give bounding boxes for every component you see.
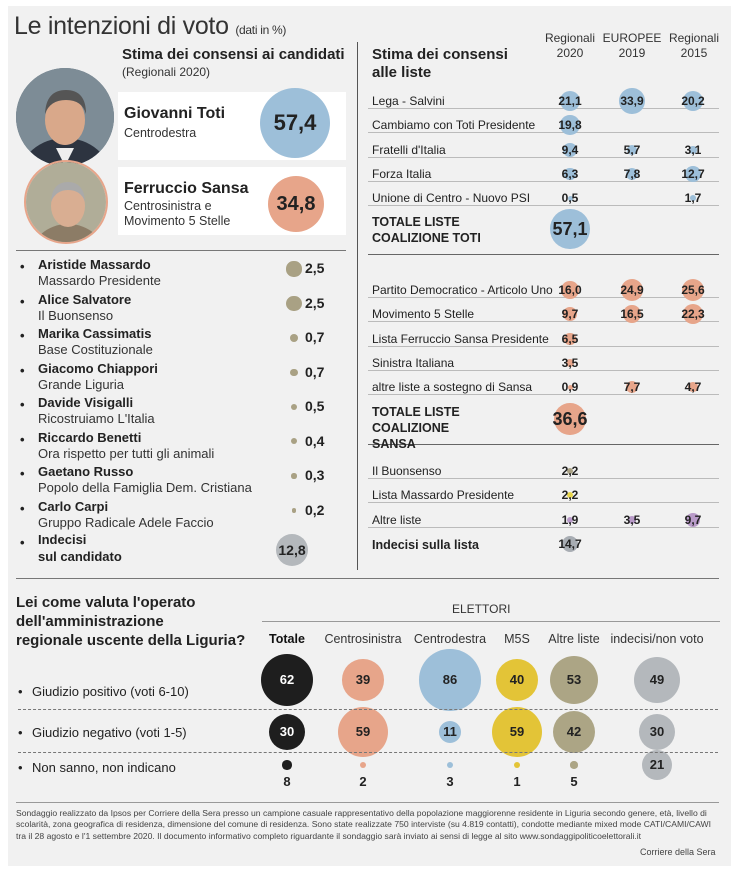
row-divider bbox=[368, 502, 719, 503]
rating-row-label: Giudizio negativo (voti 1-5) bbox=[32, 725, 187, 740]
bullet: • bbox=[20, 500, 25, 516]
rating-bubble bbox=[360, 762, 366, 768]
row-divider bbox=[368, 108, 719, 109]
rating-bubble bbox=[514, 762, 520, 768]
bullet: • bbox=[20, 259, 25, 274]
list-value: 20,2 bbox=[681, 94, 705, 108]
column-header: Centrodestra bbox=[413, 632, 487, 646]
list-value: 36,6 bbox=[552, 409, 588, 429]
list-value: 19,8 bbox=[558, 118, 582, 132]
row-divider bbox=[368, 394, 719, 395]
candidate-name: Ferruccio Sansa bbox=[124, 180, 249, 197]
candidates-subheading: (Regionali 2020) bbox=[122, 65, 211, 79]
minor-candidate-party: Grande Liguria bbox=[38, 376, 124, 392]
list-row-label: Partito Democratico - Articolo Uno bbox=[372, 283, 553, 297]
row-divider bbox=[368, 297, 719, 298]
list-value: 3,5 bbox=[623, 513, 641, 527]
minor-candidate-name: Riccardo Benetti bbox=[38, 429, 142, 445]
rating-value: 30 bbox=[649, 724, 665, 739]
column-header-regionali-2015 bbox=[664, 31, 724, 61]
rating-value: 39 bbox=[355, 672, 371, 687]
bullet: • bbox=[20, 362, 25, 378]
value-dot bbox=[286, 296, 301, 311]
lists-heading: alle liste bbox=[372, 64, 432, 81]
row-divider bbox=[368, 370, 719, 371]
row-divider bbox=[368, 181, 719, 182]
minor-candidate-name: Davide Visigalli bbox=[38, 395, 134, 410]
candidate-party: Centrosinistra e Movimento 5 Stelle bbox=[124, 199, 231, 228]
page-title bbox=[14, 12, 286, 41]
minor-candidate-value: 2,5 bbox=[305, 260, 325, 276]
rating-value: 1 bbox=[513, 774, 521, 789]
row-separator bbox=[18, 709, 718, 710]
minor-candidate-value: 0,5 bbox=[305, 398, 325, 414]
bullet: • bbox=[20, 328, 25, 343]
rating-value: 59 bbox=[355, 724, 371, 739]
lists-heading: Stima dei consensi bbox=[372, 46, 508, 63]
list-value: 9,7 bbox=[561, 307, 579, 321]
bullet: • bbox=[20, 535, 25, 550]
list-value: 6,3 bbox=[561, 167, 579, 181]
methodology-note: Sondaggio realizzato da Ipsos per Corriere della Sera presso un campione casuale rappresentativo della popolazione maggiorenne residente in Liguria secondo genere, età, livello di scolarità, zona geografica di residenza, dimensione del comune di residenza. Sono state realizzate 750 interviste (su 4.819 contatti), condotte mediante mixed mode CATI/CAMI/CAWI tra il 28 agosto e l'1 settembre 2020. Il documento informativo completo riguardante il sondaggio sarà inviato ai sensi di legge al sito www.sondaggipoliticoelettorali.it bbox=[16, 808, 712, 841]
sansa-value-bubble bbox=[268, 176, 324, 232]
rating-value: 11 bbox=[443, 724, 457, 739]
bullet: • bbox=[18, 725, 23, 740]
list-row-label: Fratelli d'Italia bbox=[372, 143, 446, 157]
column-header-line: EUROPEE bbox=[602, 31, 662, 45]
minor-candidate-name: Aristide Massardo bbox=[38, 257, 151, 272]
divider bbox=[16, 250, 346, 251]
rating-value: 53 bbox=[566, 672, 582, 687]
toti-value: 57,4 bbox=[273, 110, 317, 135]
list-row-label: Indecisi sulla lista bbox=[372, 538, 479, 552]
source-credit: Corriere della Sera bbox=[640, 847, 716, 857]
value-dot bbox=[290, 334, 298, 342]
elettori-label: ELETTORI bbox=[452, 602, 511, 616]
column-header: Totale bbox=[269, 632, 305, 646]
rating-value: 62 bbox=[279, 672, 295, 687]
list-value: 1,7 bbox=[684, 191, 702, 205]
minor-candidate-value: 0,7 bbox=[305, 363, 325, 380]
minor-candidate-party: Il Buonsenso bbox=[38, 307, 114, 323]
column-header: Altre liste bbox=[548, 632, 600, 646]
candidate-name: Giovanni Toti bbox=[124, 105, 226, 122]
rating-question bbox=[16, 593, 245, 650]
title-text: Le intenzioni di voto bbox=[14, 12, 229, 40]
rating-value: 30 bbox=[279, 724, 295, 739]
minor-candidate-name: Carlo Carpi bbox=[38, 498, 109, 514]
list-row-label: Cambiamo con Toti Presidente bbox=[372, 118, 536, 132]
list-row-label: altre liste a sostegno di Sansa bbox=[372, 380, 533, 394]
undecided-value: 12,8 bbox=[278, 542, 306, 558]
list-value: 57,1 bbox=[552, 219, 588, 239]
list-row-label: Sinistra Italiana bbox=[372, 356, 455, 370]
bullet: • bbox=[20, 466, 25, 481]
footer-divider bbox=[16, 802, 719, 803]
list-row-label: Altre liste bbox=[372, 513, 422, 527]
value-dot bbox=[286, 261, 301, 276]
value-dot bbox=[291, 473, 296, 478]
minor-candidate-name: Giacomo Chiappori bbox=[38, 360, 158, 376]
rating-row-label: Non sanno, non indicano bbox=[32, 760, 176, 775]
minor-candidate-name: Alice Salvatore bbox=[38, 291, 132, 307]
bullet: • bbox=[20, 431, 25, 447]
elettori-underline bbox=[262, 621, 720, 622]
minor-candidate-value: 0,3 bbox=[305, 467, 325, 483]
minor-candidate-party: Gruppo Radicale Adele Faccio bbox=[38, 514, 214, 530]
list-row-label: TOTALE LISTE COALIZIONE TOTI bbox=[372, 215, 481, 245]
row-divider bbox=[368, 157, 719, 158]
column-header: indecisi/non voto bbox=[610, 632, 704, 646]
list-value: 33,9 bbox=[620, 94, 644, 108]
rating-value: 49 bbox=[649, 672, 665, 687]
bullet: • bbox=[20, 293, 25, 309]
minor-candidate-party: Popolo della Famiglia Dem. Cristiana bbox=[38, 480, 252, 495]
list-value: 14,7 bbox=[558, 537, 582, 551]
question-line: Lei come valuta l'operato bbox=[16, 594, 196, 611]
column-header-line: Regionali bbox=[668, 31, 720, 45]
minor-candidate-value: 0,4 bbox=[305, 432, 325, 449]
list-row-label: Lega - Salvini bbox=[372, 94, 445, 108]
title-note: (dati in %) bbox=[235, 23, 287, 37]
list-value: 22,3 bbox=[681, 307, 705, 321]
sansa-value: 34,8 bbox=[276, 192, 316, 215]
value-dot bbox=[292, 508, 296, 512]
rating-value: 42 bbox=[566, 724, 582, 739]
rating-value: 59 bbox=[509, 724, 525, 739]
column-header-line: 2015 bbox=[680, 46, 708, 60]
row-divider bbox=[368, 321, 719, 322]
rating-value: 86 bbox=[442, 672, 458, 687]
bullet: • bbox=[18, 760, 23, 775]
list-value: 21,1 bbox=[558, 94, 582, 108]
list-value: 0,5 bbox=[561, 191, 579, 205]
column-header-regionali-2020 bbox=[540, 31, 600, 61]
list-row-label: Forza Italia bbox=[372, 167, 432, 181]
list-value: 9,4 bbox=[561, 143, 579, 157]
minor-candidate-name: Gaetano Russo bbox=[38, 464, 134, 479]
list-value: 4,7 bbox=[684, 380, 702, 394]
candidates-heading: Stima dei consensi ai candidati bbox=[122, 46, 345, 63]
portrait-sansa bbox=[24, 160, 108, 244]
column-header-line: 2019 bbox=[618, 46, 646, 60]
minor-candidate-value: 0,7 bbox=[305, 329, 325, 345]
question-line: regionale uscente della Liguria? bbox=[16, 632, 246, 649]
row-divider bbox=[368, 478, 719, 479]
column-header-europee-2019 bbox=[600, 31, 664, 61]
minor-candidate-value: 2,5 bbox=[305, 294, 325, 311]
list-row-label: Unione di Centro - Nuovo PSI bbox=[372, 191, 531, 205]
list-value: 7,8 bbox=[623, 167, 641, 181]
minor-candidate-name: Marika Cassimatis bbox=[38, 326, 152, 341]
rating-value: 2 bbox=[359, 774, 367, 789]
portrait-toti bbox=[16, 68, 114, 166]
list-value: 0,9 bbox=[561, 380, 579, 394]
row-divider bbox=[368, 254, 719, 255]
minor-candidate-party: Base Costituzionale bbox=[38, 342, 153, 357]
undecided-bubble bbox=[276, 534, 308, 566]
list-row-label: Lista Ferruccio Sansa Presidente bbox=[372, 332, 549, 346]
rating-value: 8 bbox=[283, 774, 291, 789]
row-divider bbox=[368, 527, 719, 528]
column-header: M5S bbox=[504, 632, 530, 646]
candidate-party: Centrodestra bbox=[124, 126, 197, 140]
row-divider bbox=[368, 205, 719, 206]
rating-value: 21 bbox=[649, 757, 665, 772]
question-line: dell'amministrazione bbox=[16, 613, 164, 630]
list-value: 16,5 bbox=[620, 307, 644, 321]
list-row-label: Lista Massardo Presidente bbox=[372, 488, 515, 502]
list-value: 3,5 bbox=[561, 356, 579, 370]
section-divider bbox=[16, 578, 719, 579]
undecided-label: Indecisi bbox=[38, 532, 87, 547]
rating-bubble bbox=[447, 762, 453, 768]
rating-value: 5 bbox=[570, 774, 578, 789]
bullet: • bbox=[18, 684, 23, 699]
row-separator bbox=[18, 752, 718, 753]
list-value: 2,2 bbox=[561, 464, 579, 478]
rating-bubble bbox=[282, 760, 291, 769]
minor-candidate-value: 0,2 bbox=[305, 501, 325, 518]
column-header-line: 2020 bbox=[556, 46, 584, 60]
row-divider bbox=[368, 132, 719, 133]
bullet: • bbox=[20, 397, 25, 412]
list-value: 7,7 bbox=[623, 380, 641, 394]
rating-value: 40 bbox=[509, 672, 525, 687]
minor-candidate-party: Ricostruiamo L'Italia bbox=[38, 411, 155, 426]
column-divider bbox=[357, 42, 358, 570]
rating-row-label: Giudizio positivo (voti 6-10) bbox=[32, 684, 189, 699]
list-row-label: Il Buonsenso bbox=[372, 464, 442, 478]
list-value: 16,0 bbox=[558, 283, 582, 297]
row-divider bbox=[368, 346, 719, 347]
rating-value: 3 bbox=[446, 774, 454, 789]
list-value: 24,9 bbox=[620, 283, 644, 297]
column-header-line: Regionali bbox=[544, 31, 596, 45]
list-value: 3,1 bbox=[684, 143, 702, 157]
rating-bubble bbox=[570, 761, 577, 768]
column-header: Centrosinistra bbox=[324, 632, 402, 646]
list-row-label: TOTALE LISTE COALIZIONE SANSA bbox=[372, 405, 460, 451]
list-value: 2,2 bbox=[561, 488, 579, 502]
list-value: 1,9 bbox=[561, 513, 579, 527]
list-value: 6,5 bbox=[561, 332, 579, 346]
list-value: 25,6 bbox=[681, 283, 705, 297]
undecided-label: sul candidato bbox=[38, 549, 122, 564]
list-row-label: Movimento 5 Stelle bbox=[372, 307, 475, 321]
list-value: 12,7 bbox=[681, 167, 705, 181]
toti-value-bubble bbox=[260, 88, 330, 158]
list-value: 9,7 bbox=[684, 513, 702, 527]
minor-candidate-party: Massardo Presidente bbox=[38, 273, 161, 288]
list-value: 5,7 bbox=[623, 143, 641, 157]
minor-candidate-party: Ora rispetto per tutti gli animali bbox=[38, 445, 215, 461]
